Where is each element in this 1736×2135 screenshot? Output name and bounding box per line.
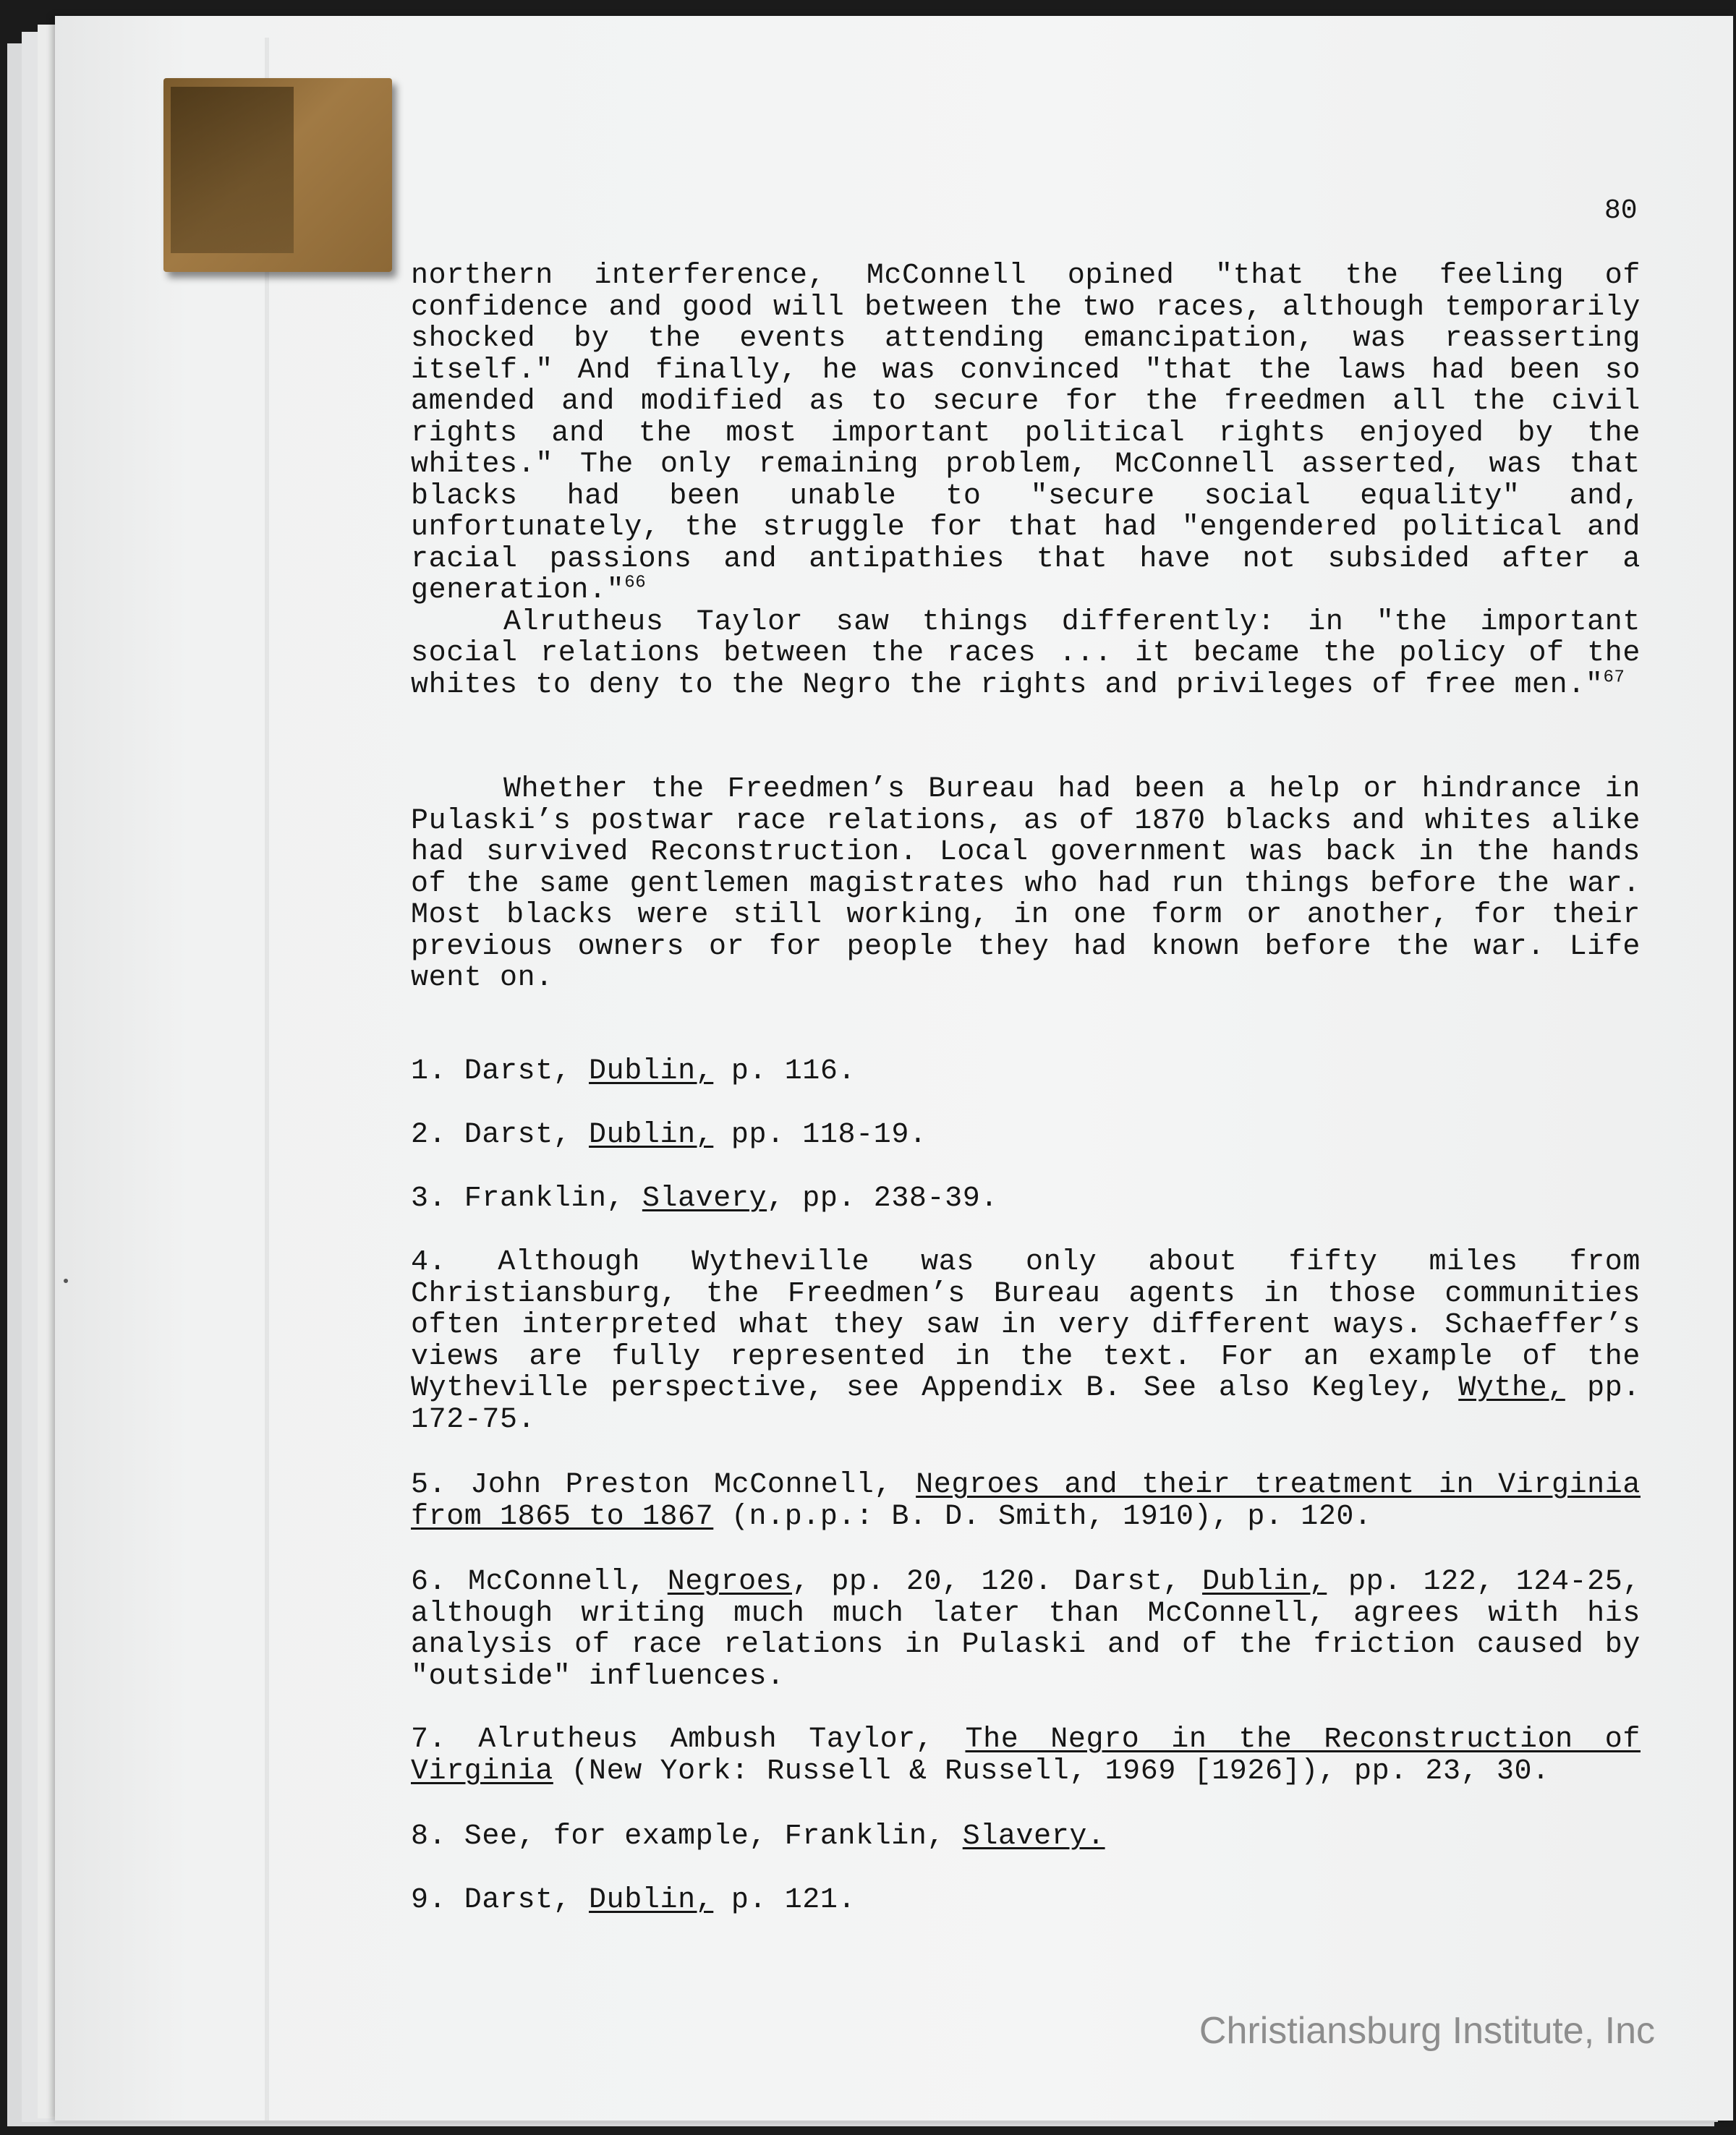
watermark-text: Christiansburg Institute, Inc bbox=[1199, 2010, 1655, 2052]
page-speck bbox=[64, 1279, 68, 1283]
footnote-8: 8. See, for example, Franklin, Slavery. bbox=[411, 1820, 1105, 1853]
footnote-2: 2. Darst, Dublin, pp. 118-19. bbox=[411, 1119, 927, 1151]
footnote-ref-66: 66 bbox=[624, 573, 647, 593]
footnote-6: 6. McConnell, Negroes, pp. 20, 120. Darst, Dublin, pp. 122, 124-25, although writing much much later than McConnell, agrees with his analysis of race relations in Pulaski and of the friction caused by "outside" influences. bbox=[411, 1566, 1641, 1693]
paragraph-conclusion: Whether the Freedmen’s Bureau had been a help or hindrance in Pulaski’s postwar race relations, as of 1870 blacks and whites alike had survived Reconstruction. Local government was back in the hands of the same gentlemen magistrates who had run things before the war. Most blacks were still working, in one form or another, for their previous owners or for people they had known before the war. Life went on. bbox=[411, 773, 1641, 994]
footnote-5: 5. John Preston McConnell, Negroes and their treatment in Virginia from 1865 to 1867 (n.p.p.: B. D. Smith, 1910), p. 120. bbox=[411, 1469, 1641, 1533]
footnote-7: 7. Alrutheus Ambush Taylor, The Negro in the Reconstruction of Virginia (New York: Russell & Russell, 1969 [1926]), pp. 23, 30. bbox=[411, 1723, 1641, 1788]
footnote-3: 3. Franklin, Slavery, pp. 238-39. bbox=[411, 1182, 998, 1215]
footnote-1: 1. Darst, Dublin, p. 116. bbox=[411, 1055, 856, 1088]
paragraph-mcconnell: northern interference, McConnell opined "that the feeling of confidence and good will between the two races, although temporarily shocked by the events attending emancipation, was reasserting itself." And finally, he was convinced "that the laws had been so amended and modified as to secure for the freedmen all the civil rights and the most important political rights enjoyed by the whites." The only remaining problem, McConnell asserted, was that blacks had been unable to "secure social equality" and, unfortunately, the struggle for that had "engendered political and racial passions and antipathies that have not subsided after a generation."$^{66}$ bbox=[411, 260, 1641, 607]
footnote-9: 9. Darst, Dublin, p. 121. bbox=[411, 1884, 856, 1917]
binder-clip-tab bbox=[163, 78, 392, 272]
body-text bbox=[411, 260, 1641, 701]
page-binding-shadow bbox=[265, 38, 269, 2121]
paragraph-taylor: Alrutheus Taylor saw things differently: in "the important social relations between the races ... it became the policy of the whites to deny to the Negro the rights and privileges of free men."$^{67}$ bbox=[411, 605, 1641, 702]
page-number: 80 bbox=[1604, 195, 1638, 226]
footnote-ref-67: 67 bbox=[1603, 668, 1625, 688]
footnote-4: 4. Although Wytheville was only about fifty miles from Christiansburg, the Freedmen’s Bureau agents in those communities often interpreted what they saw in very different ways. Schaeffer’s views are fully represented in the text. For an example of the Wytheville perspective, see Appendix B. See also Kegley, Wythe, pp. 172-75. bbox=[411, 1246, 1641, 1436]
